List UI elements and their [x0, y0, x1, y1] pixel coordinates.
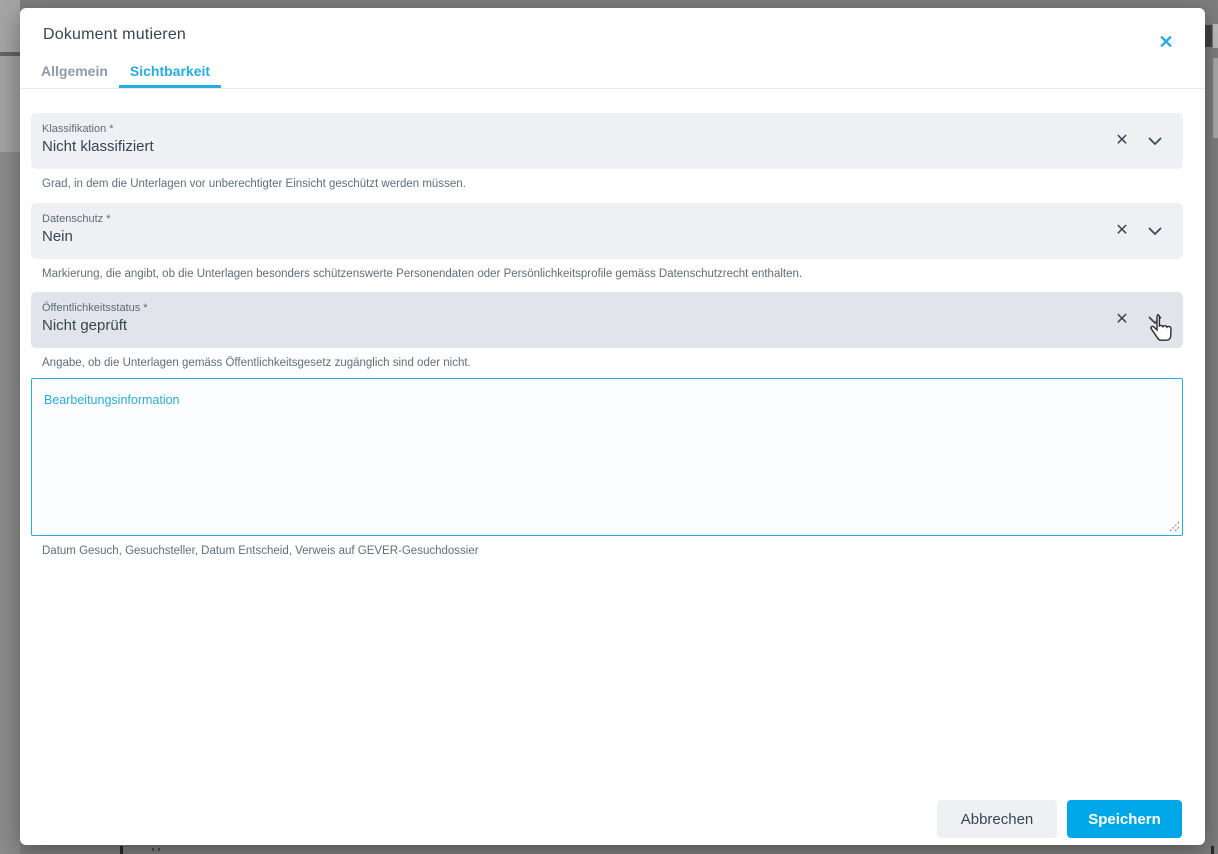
- field-icons: [1112, 310, 1165, 330]
- dialog-footer: [937, 800, 1182, 838]
- dropdown-toggle[interactable]: [1145, 310, 1165, 330]
- field-label: Klassifikation *: [42, 123, 114, 135]
- dropdown-toggle[interactable]: [1145, 131, 1165, 151]
- backdrop-fragment: [1211, 846, 1214, 854]
- clear-icon: ✕: [1115, 311, 1129, 328]
- tab-bar: [30, 54, 221, 88]
- close-icon: ✕: [1158, 32, 1174, 52]
- field-value: Nicht klassifiziert: [42, 138, 154, 155]
- tab-divider: [20, 88, 1205, 89]
- field-icons: [1112, 221, 1165, 241]
- backdrop-fragment: [0, 0, 20, 52]
- backdrop-fragment: [0, 56, 20, 152]
- cancel-button[interactable]: Abbrechen: [937, 800, 1057, 838]
- field-helper-text: Markierung, die angibt, ob die Unterlagen besonders schützenswerte Personendaten oder Persönlichkeitsprofile gemäss Datenschutzrecht enthalten.: [42, 268, 803, 280]
- datenschutz-select[interactable]: [31, 203, 1183, 259]
- oeffentlichkeitsstatus-select[interactable]: [31, 292, 1183, 348]
- chevron-down-icon: [1148, 316, 1162, 325]
- tab-allgemein[interactable]: Allgemein: [41, 63, 108, 79]
- backdrop-fragment: [158, 848, 160, 851]
- dropdown-toggle[interactable]: [1145, 221, 1165, 241]
- textarea-helper-text: Datum Gesuch, Gesuchsteller, Datum Entscheid, Verweis auf GEVER-Gesuchdossier: [42, 545, 479, 557]
- chevron-down-icon: [1148, 137, 1162, 146]
- field-value: Nein: [42, 228, 73, 245]
- backdrop-fragment: [1213, 58, 1218, 138]
- field-value: Nicht geprüft: [42, 317, 128, 334]
- dialog-title: Dokument mutieren: [43, 26, 187, 43]
- bearbeitungsinformation-textarea[interactable]: [31, 378, 1183, 536]
- close-button[interactable]: [1154, 30, 1178, 54]
- field-icons: [1112, 131, 1165, 151]
- field-label: Öffentlichkeitsstatus *: [42, 302, 148, 314]
- save-button[interactable]: Speichern: [1067, 800, 1182, 838]
- field-helper-text: Grad, in dem die Unterlagen vor unberechtigter Einsicht geschützt werden müssen.: [42, 178, 466, 190]
- dokument-mutieren-dialog: [20, 8, 1205, 845]
- field-helper-text: Angabe, ob die Unterlagen gemäss Öffentlichkeitsgesetz zugänglich sind oder nicht.: [42, 357, 471, 369]
- backdrop-fragment: [1213, 24, 1218, 48]
- chevron-down-icon: [1148, 227, 1162, 236]
- klassifikation-select[interactable]: [31, 113, 1183, 169]
- tab-sichtbarkeit[interactable]: Sichtbarkeit: [119, 54, 221, 88]
- clear-button[interactable]: [1112, 131, 1132, 151]
- backdrop-fragment: [0, 152, 20, 854]
- backdrop-fragment: [152, 848, 154, 851]
- clear-icon: ✕: [1115, 222, 1129, 239]
- bearbeitungsinformation-wrap: [31, 378, 1183, 536]
- clear-button[interactable]: [1112, 221, 1132, 241]
- field-label: Datenschutz *: [42, 213, 111, 225]
- backdrop-fragment: [120, 846, 123, 854]
- clear-button[interactable]: [1112, 310, 1132, 330]
- backdrop-fragment: [1204, 25, 1212, 47]
- clear-icon: ✕: [1115, 132, 1129, 149]
